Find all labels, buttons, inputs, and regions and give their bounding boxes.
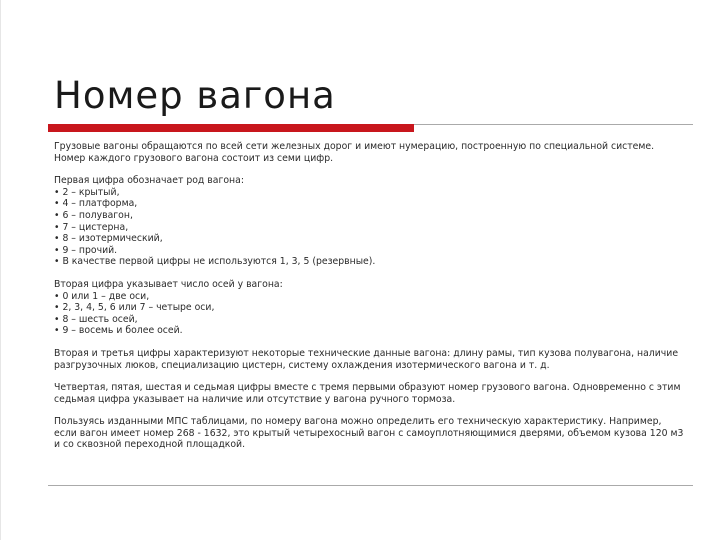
second-digit-block <box>54 279 684 337</box>
slide-body <box>54 141 684 462</box>
fourth-seventh-digits-paragraph: Четвертая, пятая, шестая и седьмая цифры вместе с тремя первыми образуют номер грузового вагона. Одновременно с этим седьмая цифра указывает на наличие или отсутствие у вагона ручного тормоза. <box>54 382 681 405</box>
second-digit-heading: Вторая цифра указывает число осей у вагона: <box>54 278 283 290</box>
list-item: • 6 – полувагон, <box>54 209 133 221</box>
first-digit-heading: Первая цифра обозначает род вагона: <box>54 175 244 187</box>
list-item: • 7 – цистерна, <box>54 221 129 233</box>
list-item: • 9 – восемь и более осей. <box>54 325 183 337</box>
example-paragraph: Пользуясь изданными МПС таблицами, по номеру вагона можно определить его техническую характеристику. Например, если вагон имеет номер 268 - 1632, это крытый четырехосный вагон с самоуплотняющимися дверями, объемом кузова 120 м3 и со сквозной переходной площадкой. <box>54 416 684 451</box>
slide-title: Номер вагона <box>54 74 336 117</box>
list-item: • 8 – изотермический, <box>54 233 163 245</box>
list-item: • 2 – крытый, <box>54 186 120 198</box>
title-accent-bar <box>48 124 414 132</box>
list-item: • 0 или 1 – две оси, <box>54 290 150 302</box>
first-digit-list <box>54 187 684 268</box>
list-item: • В качестве первой цифры не используются 1, 3, 5 (резервные). <box>54 256 376 268</box>
slide-left-edge <box>0 0 1 540</box>
list-item: • 9 – прочий. <box>54 244 118 256</box>
list-item: • 8 – шесть осей, <box>54 313 138 325</box>
first-digit-block <box>54 175 684 268</box>
list-item: • 4 – платформа, <box>54 198 138 210</box>
second-third-digits-paragraph: Вторая и третья цифры характеризуют некоторые технические данные вагона: длину рамы, тип кузова полувагона, наличие разгрузочных люков, специализацию цистерн, систему охлаждения изотермического вагона и т. д. <box>54 347 679 371</box>
list-item: • 2, 3, 4, 5, 6 или 7 – четыре оси, <box>54 302 215 314</box>
intro-paragraph: Грузовые вагоны обращаются по всей сети железных дорог и имеют нумерацию, построенную по специальной системе. Номер каждого грузового вагона состоит из семи цифр. <box>54 141 655 164</box>
footer-rule <box>48 485 693 486</box>
second-digit-list <box>54 291 684 337</box>
